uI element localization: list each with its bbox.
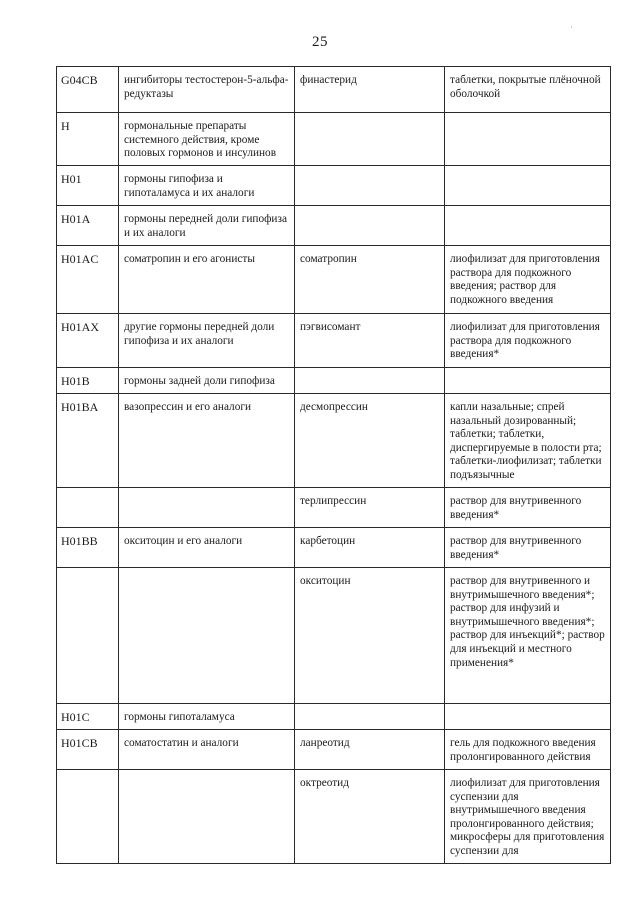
- group-cell: гормоны гипофиза и гипоталамуса и их аналоги: [119, 166, 295, 206]
- drug-cell: [295, 704, 445, 730]
- dosage-form-cell: раствор для внутривенного введения*: [445, 528, 611, 568]
- dosage-form-cell: [445, 206, 611, 246]
- drug-cell: [295, 113, 445, 166]
- drug-cell: октреотид: [295, 770, 445, 864]
- group-cell: другие гормоны передней доли гипофиза и их аналоги: [119, 314, 295, 368]
- dosage-form-cell: [445, 704, 611, 730]
- group-cell: окситоцин и его аналоги: [119, 528, 295, 568]
- table-row: [57, 67, 611, 113]
- atc-code-cell: [57, 568, 119, 704]
- dosage-form-cell: гель для подкожного введения пролонгированного действия: [445, 730, 611, 770]
- atc-code-cell: H01BA: [57, 394, 119, 488]
- drug-cell: [295, 368, 445, 394]
- group-cell: ингибиторы тестостерон-5-альфа-редуктазы: [119, 67, 295, 113]
- group-cell: [119, 770, 295, 864]
- scan-mark: ·: [570, 22, 573, 32]
- group-cell: гормоны передней доли гипофиза и их аналоги: [119, 206, 295, 246]
- table-row: [57, 568, 611, 704]
- dosage-form-cell: раствор для внутривенного и внутримышечного введения*; раствор для инфузий и внутримышечного введения*; раствор для инъекций*; раствор для инъекций и местного применения*: [445, 568, 611, 704]
- table-row: [57, 394, 611, 488]
- drug-cell: соматропин: [295, 246, 445, 314]
- drug-cell: карбетоцин: [295, 528, 445, 568]
- drug-cell: терлипрессин: [295, 488, 445, 528]
- table-row: [57, 488, 611, 528]
- table-row: [57, 206, 611, 246]
- dosage-form-cell: [445, 166, 611, 206]
- drug-cell: [295, 206, 445, 246]
- table-row: [57, 770, 611, 864]
- table-row: [57, 704, 611, 730]
- atc-code-cell: G04CB: [57, 67, 119, 113]
- group-cell: [119, 488, 295, 528]
- atc-code-cell: H01A: [57, 206, 119, 246]
- group-cell: вазопрессин и его аналоги: [119, 394, 295, 488]
- atc-code-cell: H01AC: [57, 246, 119, 314]
- atc-code-cell: H: [57, 113, 119, 166]
- atc-code-cell: H01AX: [57, 314, 119, 368]
- dosage-form-cell: лиофилизат для приготовления суспензии для внутримышечного введения пролонгированного действия; микросферы для приготовления суспензии для: [445, 770, 611, 864]
- medicine-classification-table: [56, 66, 611, 864]
- atc-code-cell: [57, 488, 119, 528]
- page-number: 25: [312, 34, 328, 50]
- atc-code-cell: [57, 770, 119, 864]
- dosage-form-cell: [445, 113, 611, 166]
- dosage-form-cell: лиофилизат для приготовления раствора для подкожного введения*: [445, 314, 611, 368]
- table-row: [57, 368, 611, 394]
- dosage-form-cell: таблетки, покрытые плёночной оболочкой: [445, 67, 611, 113]
- group-cell: соматропин и его агонисты: [119, 246, 295, 314]
- table-row: [57, 528, 611, 568]
- group-cell: соматостатин и аналоги: [119, 730, 295, 770]
- table-row: [57, 166, 611, 206]
- group-cell: [119, 568, 295, 704]
- drug-cell: десмопрессин: [295, 394, 445, 488]
- drug-cell: ланреотид: [295, 730, 445, 770]
- group-cell: гормональные препараты системного действия, кроме половых гормонов и инсулинов: [119, 113, 295, 166]
- drug-cell: окситоцин: [295, 568, 445, 704]
- table-row: [57, 246, 611, 314]
- group-cell: гормоны гипоталамуса: [119, 704, 295, 730]
- table-row: [57, 314, 611, 368]
- dosage-form-cell: раствор для внутривенного введения*: [445, 488, 611, 528]
- atc-code-cell: H01BB: [57, 528, 119, 568]
- dosage-form-cell: лиофилизат для приготовления раствора для подкожного введения; раствор для подкожного введения: [445, 246, 611, 314]
- atc-code-cell: H01CB: [57, 730, 119, 770]
- atc-code-cell: H01: [57, 166, 119, 206]
- drug-cell: финастерид: [295, 67, 445, 113]
- atc-code-cell: H01B: [57, 368, 119, 394]
- drug-cell: пэгвисомант: [295, 314, 445, 368]
- drug-cell: [295, 166, 445, 206]
- table-row: [57, 730, 611, 770]
- table-row: [57, 113, 611, 166]
- group-cell: гормоны задней доли гипофиза: [119, 368, 295, 394]
- dosage-form-cell: капли назальные; спрей назальный дозированный; таблетки; таблетки, диспергируемые в полости рта; таблетки-лиофилизат; таблетки подъязычные: [445, 394, 611, 488]
- atc-code-cell: H01C: [57, 704, 119, 730]
- dosage-form-cell: [445, 368, 611, 394]
